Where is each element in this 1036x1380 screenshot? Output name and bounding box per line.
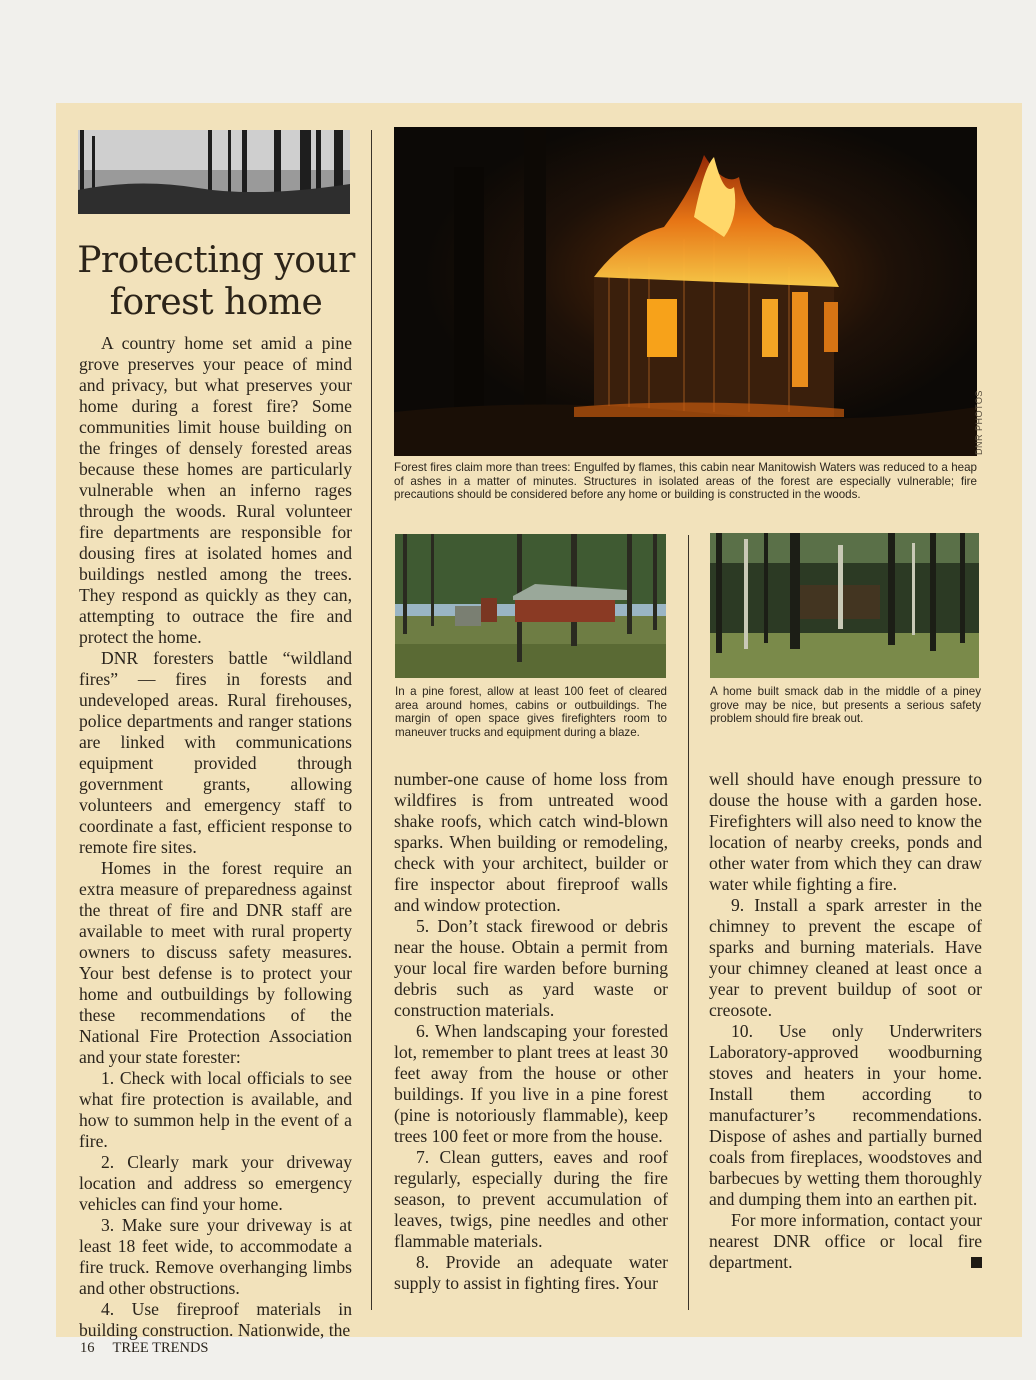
page-number: 16: [80, 1340, 95, 1356]
article-column-3: [709, 769, 982, 1273]
paragraph: A country home set amid a pine grove preserves your peace of mind and privacy, but what preserves your home during a forest fire? Some communities limit house building on the fringes of densely forested areas because these homes are particularly vulnerable when an inferno rages through the woods. Rural volunteer fire departments are responsible for dousing fires at isolated homes and buildings nestled among the trees. They respond as quickly as they can, attempting to outrace the fire and protect the home.: [79, 333, 352, 647]
list-item: 9. Install a spark arrester in the chimney to prevent the escape of sparks and burning materials. Have your chimney cleaned at least once a year to prevent buildup of soot or creosote.: [709, 895, 982, 1020]
list-item: 7. Clean gutters, eaves and roof regularly, especially during the fire season, to prevent accumulation of leaves, twigs, pine needles and other flammable materials.: [394, 1147, 668, 1251]
burning-cabin-photo: [394, 127, 977, 456]
article-column-1: [79, 333, 352, 1341]
article-column-2: [394, 769, 668, 1294]
paragraph: DNR foresters battle “wildland fires” — fires in forests and undeveloped areas. Rural firehouses, police departments and ranger stations are linked with communications equipment provided through government grants, allowing volunteers and emergency staff to coordinate a fast, efficient response to remote fire sites.: [79, 648, 352, 857]
paragraph: [709, 1210, 982, 1273]
list-item: 2. Clearly mark your driveway location and address so emergency vehicles can find your home.: [79, 1152, 352, 1214]
list-item: 8. Provide an adequate water supply to assist in fighting fires. Your: [394, 1252, 668, 1293]
list-item: 1. Check with local officials to see what fire protection is available, and how to summon help in the event of a fire.: [79, 1068, 352, 1151]
paragraph: well should have enough pressure to douse the house with a garden hose. Firefighters will also need to know the location of nearby creeks, ponds and other water from which they can draw water while fighting a fire.: [709, 769, 982, 894]
list-item: 6. When landscaping your forested lot, remember to plant trees at least 30 feet away from the house or other buildings. If you live in a pine forest (pine is notoriously flammable), keep trees 100 feet or more from the house.: [394, 1021, 668, 1146]
end-mark-icon: [971, 1257, 982, 1268]
title-line-2: forest home: [109, 282, 323, 323]
column-divider: [688, 535, 689, 1310]
list-item: 4. Use fireproof materials in building construction. Nationwide, the: [79, 1299, 352, 1340]
paragraph: Homes in the forest require an extra measure of preparedness against the threat of fire and DNR staff are available to meet with rural property owners to discuss safety measures. Your best defense is to protect your home and outbuildings by following these recommendations of the National Fire Protection Association and your state forester:: [79, 858, 352, 1067]
list-item: 3. Make sure your driveway is at least 18 feet wide, to accommodate a fire truck. Remove overhanging limbs and other obstructions.: [79, 1215, 352, 1298]
closing-text: For more information, contact your nearest DNR office or local fire department.: [709, 1210, 982, 1272]
photo-credit: DNR PHOTOS: [974, 390, 984, 455]
page-footer: [80, 1340, 209, 1357]
paragraph: number-one cause of home loss from wildfires is from untreated wood shake roofs, which catch wind-blown sparks. When building or remodeling, check with your architect, builder or fire inspector about fireproof walls and window protection.: [394, 769, 668, 915]
list-item: 5. Don’t stack firewood or debris near the house. Obtain a permit from your local fire warden before burning debris such as yard waste or construction materials.: [394, 916, 668, 1020]
main-photo-caption: Forest fires claim more than trees: Engulfed by flames, this cabin near Manitowish Waters was reduced to a heap of ashes in a matter of minutes. Structures in isolated areas of the forest are especially vulnerable; fire precautions should be considered before any home or building is constructed in the woods.: [394, 461, 977, 501]
list-item: 10. Use only Underwriters Laboratory-approved woodburning stoves and heaters in your home. Install them according to manufacturer’s recommendations. Dispose of ashes and partially burned coals from fireplaces, woodstoves and barbecues by wetting them thoroughly and dumping them into an earthen pit.: [709, 1021, 982, 1209]
right-photo-caption: A home built smack dab in the middle of a piney grove may be nice, but presents a serious safety problem should fire break out.: [710, 685, 981, 725]
cleared-cabin-photo: [395, 534, 666, 678]
forest-fire-photo-bw: [78, 130, 350, 214]
page-title: [60, 240, 372, 324]
left-photo-caption: In a pine forest, allow at least 100 feet of cleared area around homes, cabins or outbuildings. The margin of open space gives firefighters room to maneuver trucks and equipment during a blaze.: [395, 685, 667, 739]
publication-name: TREE TRENDS: [112, 1340, 209, 1356]
home-in-grove-photo: [710, 533, 979, 678]
title-line-1: Protecting your: [77, 240, 355, 281]
